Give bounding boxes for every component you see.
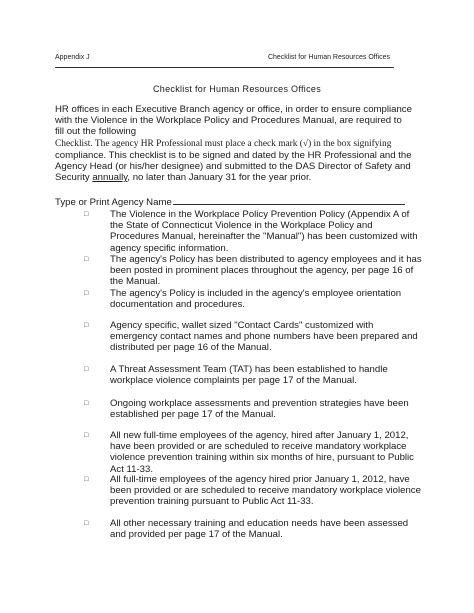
- checklist-item: [84, 364, 424, 386]
- checklist-item: [84, 430, 424, 475]
- checklist-item-text: The agency's Policy is included in the agency's employee orientation documentation and procedures.: [110, 288, 402, 311]
- agency-name-input-line[interactable]: [173, 196, 405, 205]
- checklist-item-text: Agency specific, wallet sized "Contact Cards" customized with emergency contact names and phone numbers have been prepared and distributed per page 16 of the Manual.: [110, 320, 418, 354]
- intro-text-4: , no later than January 31 for the year prior.: [127, 172, 312, 184]
- intro-text-2: Checklist. The agency HR Professional must place a check mark (√) in the box signifying: [55, 138, 392, 149]
- checkbox-icon[interactable]: □: [84, 290, 89, 297]
- checkbox-icon[interactable]: □: [84, 256, 89, 263]
- checklist-item: [84, 320, 424, 354]
- checklist-item: [84, 474, 424, 508]
- checklist-item-text: All full-time employees of the agency hired prior January 1, 2012, have been provided or are scheduled to receive mandatory workplace violence prevention training pursuant to Public Act 11-33.: [110, 474, 421, 508]
- checklist-item-text: The agency's Policy has been distributed to agency employees and it has been posted in prominent places throughout the agency, per page 16 of the Manual.: [110, 254, 422, 288]
- checklist-item: [84, 254, 424, 288]
- checkbox-icon[interactable]: □: [84, 432, 89, 439]
- checklist-item-text: The Violence in the Workplace Policy Prevention Policy (Appendix A of the State of Connecticut Violence in the Workplace Policy and Procedures Manual, hereinafter the "Manual") has been customized with agency specific information.: [110, 209, 418, 254]
- checklist-item: [84, 288, 424, 310]
- header-divider: [55, 67, 394, 68]
- intro-annually: annually: [92, 172, 128, 184]
- checklist-item-text: All other necessary training and education needs have been assessed and provided per page 17 of the Manual.: [110, 518, 409, 541]
- intro-text-1: HR offices in each Executive Branch agency or office, in order to ensure compliance with the Violence in the Workplace Policy and Procedures Manual, are required to fill out the following: [55, 104, 412, 138]
- header-appendix-label: Appendix J: [55, 54, 90, 61]
- document-title: Checklist for Human Resources Offices: [153, 84, 321, 94]
- checklist-item-text: A Threat Assessment Team (TAT) has been established to handle workplace violence complaints per page 17 of the Manual.: [110, 364, 388, 387]
- checklist-item-text: All new full-time employees of the agency, hired after January 1, 2012, have been provided or are scheduled to receive mandatory workplace violence prevention training within six months of hire, pursuant to Public Act 11-33.: [110, 430, 414, 475]
- checkbox-icon[interactable]: □: [84, 400, 89, 407]
- checklist-item: [84, 518, 424, 540]
- checkbox-icon[interactable]: □: [84, 366, 89, 373]
- intro-paragraph: [55, 104, 413, 183]
- agency-name-label: Type or Print Agency Name: [55, 197, 172, 208]
- intro-text-3: compliance. This checklist is to be signed and dated by the HR Professional and the Agency Head (or his/her designee) and submitted to the DAS Director of Safety and Security: [55, 149, 412, 184]
- checkbox-icon[interactable]: □: [84, 211, 89, 218]
- checklist-item-text: Ongoing workplace assessments and prevention strategies have been established per page 17 of the Manual.: [110, 398, 409, 421]
- checkbox-icon[interactable]: □: [84, 520, 89, 527]
- agency-name-field: [55, 196, 415, 208]
- checklist-item: [84, 209, 424, 254]
- checkbox-icon[interactable]: □: [84, 322, 89, 329]
- checkbox-icon[interactable]: □: [84, 476, 89, 483]
- page-header: [55, 54, 390, 61]
- header-document-title: Checklist for Human Resources Offices: [267, 54, 390, 61]
- checklist-item: [84, 398, 424, 420]
